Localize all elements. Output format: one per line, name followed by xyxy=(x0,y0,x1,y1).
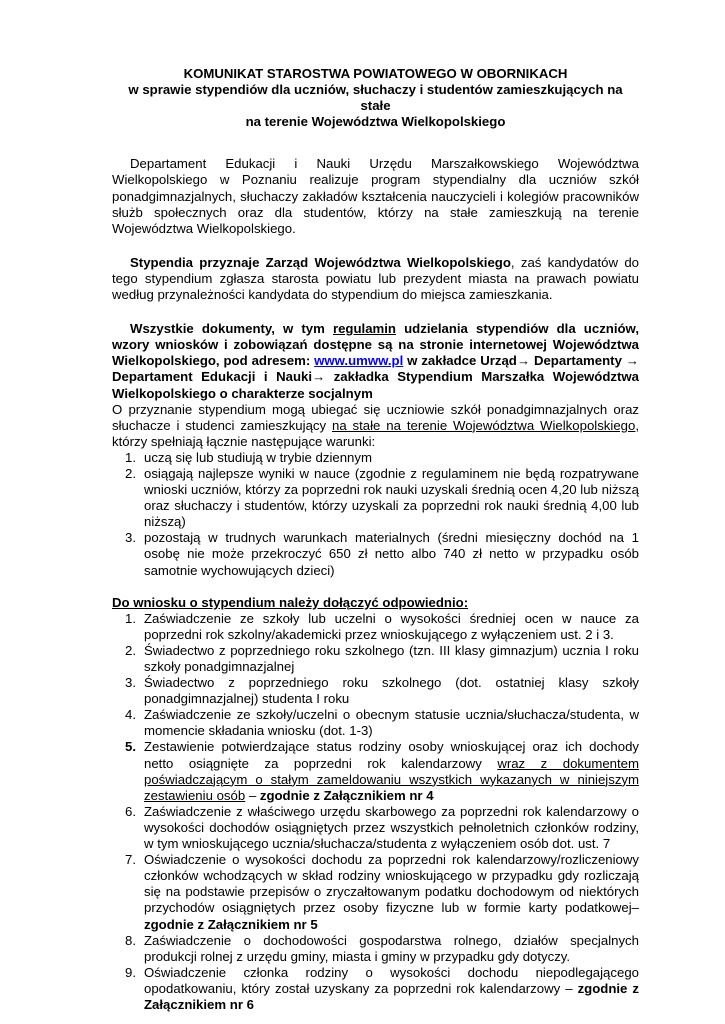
list-item-text: Zaświadczenie ze szkoły lub uczelni o wysokości średniej ocen w nauce za poprzedni rok szkolny/akademicki przez wnioskującego z wyłączeniem ust. 2 i 3. xyxy=(144,610,639,642)
list-item-dash: – xyxy=(245,787,260,803)
list-item-bold: zgodnie z Załącznikiem nr 5 xyxy=(144,916,318,932)
grant-paragraph-bold: Stypendia przyznaje Zarząd Województwa Wielkopolskiego xyxy=(130,254,511,270)
list-item xyxy=(112,675,639,707)
documents-paragraph xyxy=(112,321,639,401)
intro-paragraph: Departament Edukacji i Nauki Urzędu Marszałkowskiego Województwa Wielkopolskiego w Poznaniu realizuje program stypendialny dla uczniów szkół ponadgimnazjalnych, słuchaczy zakładów kształcenia nauczycieli i kolegiów pracowników służb społecznych oraz dla studentów, którzy na stałe zamieszkują na terenie Województwa Wielkopolskiego. xyxy=(112,156,639,236)
umww-link[interactable]: www.umww.pl xyxy=(314,353,404,369)
title-line-2: w sprawie stypendiów dla uczniów, słuchaczy i studentów zamieszkujących na stałe xyxy=(128,82,623,114)
list-item-number: 9. xyxy=(125,964,136,980)
list-item-number: 4. xyxy=(125,707,136,723)
list-item-number: 7. xyxy=(125,852,136,868)
documents-paragraph-part1: Wszystkie dokumenty, w tym xyxy=(130,321,333,337)
list-item xyxy=(112,707,639,739)
grant-paragraph xyxy=(112,255,639,303)
list-item-text: pozostają w trudnych warunkach materialnych (średni miesięczny dochód na 1 osobę nie może przekroczyć 650 zł netto albo 740 zł netto w przypadku osób samotnie wychowujących dzieci) xyxy=(144,530,639,578)
list-item-number: 3. xyxy=(125,530,136,546)
list-item-number: 1. xyxy=(125,610,136,626)
list-item xyxy=(112,643,639,675)
list-item-bold: zgodnie z Załącznikiem nr 6 xyxy=(144,980,639,1012)
list-item-bold: zgodnie z Załącznikiem nr 4 xyxy=(259,787,434,803)
documents-paragraph-part2: udzielania stypendiów dla uczniów, wzory wniosków i zobowiązań dostępne są na stronie internetowej Województwa Wielkopolskiego, pod adresem: xyxy=(112,321,639,369)
eligibility-part2: , którzy spełniają łącznie następujące warunki: xyxy=(112,417,639,449)
list-item-number: 2. xyxy=(125,465,136,481)
list-item-text: Zaświadczenie o dochodowości gospodarstwa rolnego, działów specjalnych produkcji rolnej z urzędu gminy, miasta i gminy w przypadku gdy dotyczy. xyxy=(144,932,639,964)
title-line-3: na terenie Województwa Wielkopolskiego xyxy=(245,114,506,130)
list-item-underlined: wraz z dokumentem poświadczającym o stałym zameldowaniu wszystkich wykazanych w niniejszym zestawieniu osób xyxy=(144,755,639,803)
list-item xyxy=(112,611,639,643)
list-item xyxy=(112,852,639,932)
list-item-number: 3. xyxy=(125,675,136,691)
list-item-text: Oświadczenie członka rodziny o wysokości dochodu niepodlegającego opodatkowaniu, który został uzyskany za poprzedni rok kalendarzowy – xyxy=(144,964,639,996)
attachments-list xyxy=(112,611,639,1013)
list-item-number: 1. xyxy=(125,449,136,465)
list-item-text: Zaświadczenie z właściwego urzędu skarbowego za poprzedni rok kalendarzowy o wysokości dochodów osiągniętych przez wszystkich pełnoletnich członków rodziny, w tym wnioskującego ucznia/słuchacza/studenta z wyłączeniem osób dot. ust. 7 xyxy=(144,803,639,852)
document-title xyxy=(112,66,639,130)
list-item-number: 2. xyxy=(125,642,136,658)
list-item xyxy=(112,739,639,803)
list-item xyxy=(112,965,639,1013)
list-item xyxy=(112,933,639,965)
list-item-text: Zestawienie potwierdzające status rodziny osoby wnioskującej oraz ich dochody netto osiągnięte za poprzedni rok kalendarzowy xyxy=(144,739,639,771)
list-item-text: osiągają najlepsze wyniki w nauce (zgodnie z regulaminem nie będą rozpatrywane wnioski uczniów, którzy za poprzedni rok nauki uzyskali średnią ocen 4,20 lub niższą oraz słuchaczy i studentów, którzy uzyskali za poprzedni rok nauki średnią 4,00 lub niższą) xyxy=(144,465,639,530)
list-item-text: uczą się lub studiują w trybie dziennym xyxy=(144,449,372,465)
eligibility-part1: O przyznanie stypendium mogą ubiegać się uczniowie szkół ponadgimnazjalnych oraz słuchacze i studenci zamieszkujący xyxy=(112,401,639,433)
grant-paragraph-rest: , zaś kandydatów do tego stypendium zgłasza starosta powiatu lub prezydent miasta na prawach powiatu według przynależności kandydata do stypendium do miejsca zamieszkania. xyxy=(112,254,639,303)
eligibility-paragraph xyxy=(112,402,639,450)
list-item-text: Oświadczenie o wysokości dochodu za poprzedni rok kalendarzowy/rozliczeniowy członków wchodzących w skład rodziny wnioskującego w przypadku gdy rozliczają się na podstawie przepisów o zryczałtowanym podatku dochodowym od niektórych przychodów osiągniętych przez osoby fizyczne lub w formie karty podatkowej– xyxy=(144,852,639,916)
list-item-text: Zaświadczenie ze szkoły/uczelni o obecnym statusie ucznia/słuchacza/studenta, w momencie składania wniosku (dot. 1-3) xyxy=(144,707,639,739)
documents-paragraph-part3: w zakładce Urząd→ Departamenty → Departament Edukacji i Nauki→ zakładka Stypendium Marszałka Województwa Wielkopolskiego o charakterze socjalnym xyxy=(112,353,639,401)
list-item xyxy=(112,466,639,530)
eligibility-underlined: na stałe na terenie Województwa Wielkopolskiego xyxy=(331,417,636,433)
title-line-1: KOMUNIKAT STAROSTWA POWIATOWEGO W OBORNIKACH xyxy=(183,66,568,81)
list-item-number: 6. xyxy=(125,803,136,819)
conditions-list xyxy=(112,450,639,579)
list-item xyxy=(112,530,639,578)
list-item xyxy=(112,804,639,852)
list-item-number: 8. xyxy=(125,932,136,948)
list-item-text: Świadectwo z poprzedniego roku szkolnego (dot. ostatniej klasy szkoły ponadgimnazjalnej) studenta I roku xyxy=(144,675,639,707)
list-item-text: Świadectwo z poprzedniego roku szkolnego (tzn. III klasy gimnazjum) ucznia I roku szkoły ponadgimnazjalnej xyxy=(144,642,639,674)
list-item-number: 5. xyxy=(125,739,136,755)
list-item xyxy=(112,450,639,466)
regulamin-text: regulamin xyxy=(332,321,396,337)
attachments-heading: Do wniosku o stypendium należy dołączyć odpowiednio: xyxy=(112,594,469,610)
